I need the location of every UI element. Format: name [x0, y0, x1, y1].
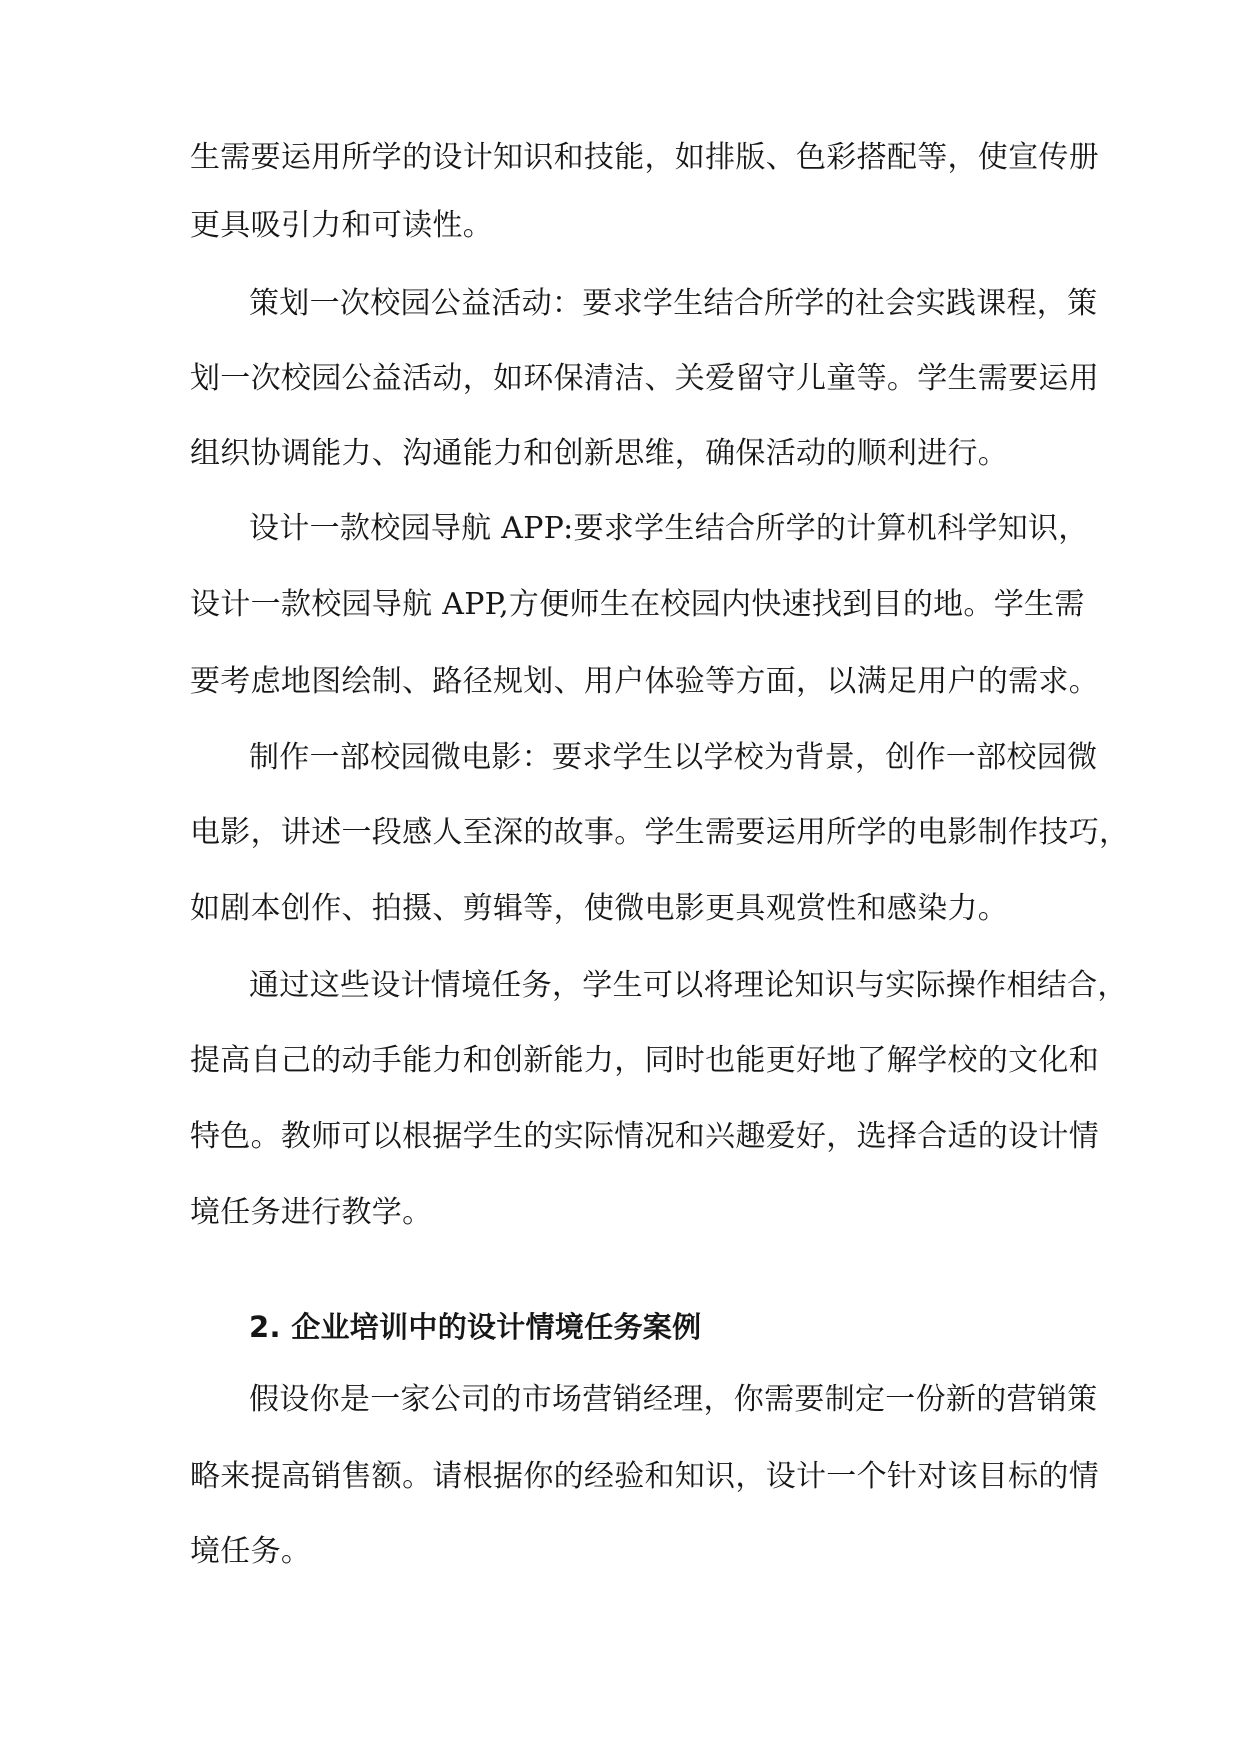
- body-line: 划一次校园公益活动，如环保清洁、关爱留守儿童等。学生需要运用: [190, 361, 1099, 396]
- body-line: 如剧本创作、拍摄、剪辑等，使微电影更具观赏性和感染力。: [190, 891, 1009, 926]
- body-line: 电影，讲述一段感人至深的故事。学生需要运用所学的电影制作技巧，: [190, 815, 1130, 850]
- body-line: 要考虑地图绘制、路径规划、用户体验等方面，以满足用户的需求。: [190, 664, 1099, 699]
- body-line: 境任务进行教学。: [190, 1195, 433, 1230]
- body-line: 略来提高销售额。请根据你的经验和知识，设计一个针对该目标的情: [190, 1459, 1099, 1494]
- body-line: 策划一次校园公益活动：要求学生结合所学的社会实践课程，策: [249, 286, 1098, 321]
- body-line: 更具吸引力和可读性。: [190, 208, 493, 243]
- body-line: 特色。教师可以根据学生的实际情况和兴趣爱好，选择合适的设计情: [190, 1119, 1099, 1154]
- body-line: 制作一部校园微电影：要求学生以学校为背景，创作一部校园微: [249, 740, 1098, 775]
- body-line: 提高自己的动手能力和创新能力，同时也能更好地了解学校的文化和: [190, 1043, 1099, 1078]
- body-line: 境任务。: [190, 1534, 312, 1569]
- body-line: 组织协调能力、沟通能力和创新思维，确保活动的顺利进行。: [190, 436, 1009, 471]
- body-line: 假设你是一家公司的市场营销经理，你需要制定一份新的营销策: [249, 1382, 1098, 1417]
- body-line: 设计一款校园导航 APP,方便师生在校园内快速找到目的地。学生需: [190, 587, 1085, 622]
- body-line: 设计一款校园导航 APP:要求学生结合所学的计算机科学知识，: [249, 511, 1089, 546]
- section-heading: 2. 企业培训中的设计情境任务案例: [249, 1310, 702, 1344]
- body-line: 通过这些设计情境任务，学生可以将理论知识与实际操作相结合，: [249, 968, 1128, 1003]
- body-line: 生需要运用所学的设计知识和技能，如排版、色彩搭配等，使宣传册: [190, 140, 1099, 175]
